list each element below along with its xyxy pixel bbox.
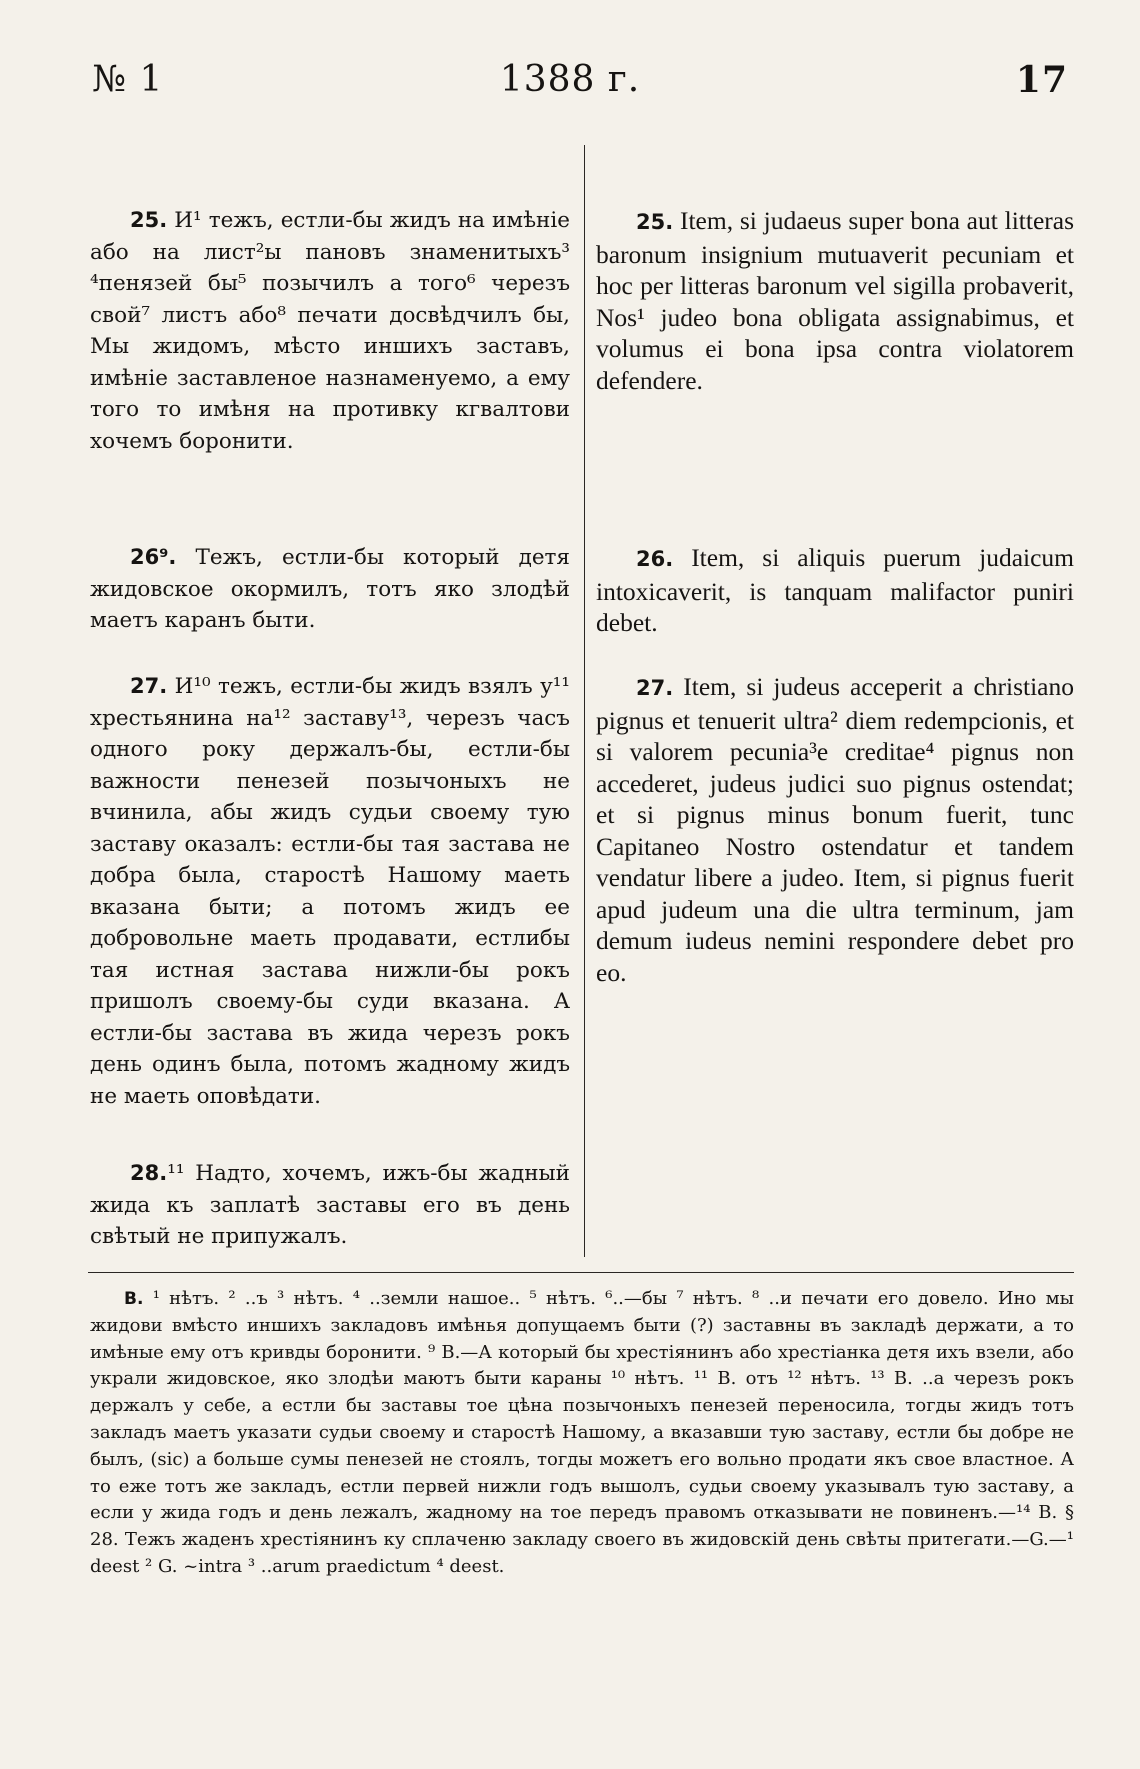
document-number: № 1: [92, 59, 164, 100]
paragraph-text: Item, si judaeus super bona aut litteras baronum insignium mutuaverit pecuniam et hoc per litteras baronum vel sigilla probaverit, Nos¹ judeo bona obligata assignabimus, et volumus ei bona ipsa contra violatorem defendere.: [596, 206, 1074, 395]
column-divider: [584, 145, 585, 1257]
footnote-rule: [88, 1272, 1074, 1273]
footnote-source-siglum: В.: [124, 1289, 144, 1309]
paragraph-number: 28.: [130, 1161, 168, 1185]
paragraph-text: Item, si judeus acceperit a christiano pignus et tenuerit ultra² diem redempcionis, et si valorem pecunia³e creditae⁴ pignus non accederet, judeus judici suo pignus ostendat; et si pignus minus bonum fuerit, tunc Capitaneo Nostro ostendatur et tandem vendatur libere a judeo. Item, si pignus fuerit apud judeum una die ultra terminum, jam demum iudeus nemini respondere debet pro eo.: [596, 672, 1074, 987]
paragraph-number: 25.: [130, 208, 168, 232]
paragraph-text: И¹⁰ тежъ, естли-бы жидъ взялъ у¹¹ хрестьянина на¹² заставу¹³, черезъ часъ одного року держалъ-бы, естли-бы важности пенезей позычоныхъ не вчинила, абы жидъ судьи своему тую заставу оказалъ: естли-бы тая застава не добра была, старостѣ Нашому маеть вказана быти; а потомъ жидъ ее добровольне маеть продавати, естлибы тая истная застава нижли-бы рокъ пришолъ своему-бы суди вказана. А естли-бы застава въ жида черезъ рокъ день одинъ была, потомъ жадному жидъ не маеть оповѣдати.: [90, 674, 570, 1109]
paragraph-26-latin: [596, 542, 1074, 639]
paragraph-text: ¹¹ Надто, хочемъ, ижъ-бы жадный жида къ заплатѣ заставы его въ день свѣтый не припужалъ.: [90, 1161, 570, 1249]
paragraph-number: 27.: [636, 676, 674, 700]
paragraph-number: 25.: [636, 210, 674, 234]
paragraph-text: И¹ тежъ, естли-бы жидъ на имѣніе або на лист²ы пановъ знаменитыхъ³ ⁴пенязей бы⁵ позычилъ а того⁶ черезъ свой⁷ листъ або⁸ печати досвѣдчилъ бы, Мы жидомъ, мѣсто иншихъ заставъ, имѣніе заставленое назнаменуемо, а ему того то имѣня на противку кгвалтови хочемъ боронити.: [90, 208, 570, 454]
page-number: 17: [1015, 59, 1068, 101]
footnotes: [90, 1286, 1074, 1581]
paragraph-25-latin: [596, 205, 1074, 396]
paragraph-28-ruthenian: [90, 1158, 570, 1253]
paragraph-27-latin: [596, 671, 1074, 988]
page-year-heading: 1388 г.: [499, 59, 641, 100]
paragraph-number: 26⁹.: [130, 545, 177, 569]
footnotes-text: ¹ нѣтъ. ² ..ъ ³ нѣтъ. ⁴ ..земли нашое.. ⁵ нѣтъ. ⁶..—бы ⁷ нѣтъ. ⁸ ..и печати его довело. Ино мы жидови вмѣсто иншихъ закладовъ имѣнья допущаемъ быти (?) заставны въ закладѣ держати, а то имѣные ему отъ кривды боронити. ⁹ В.—А который бы хрестіянинъ або хрестіанка детя ихъ взели, або украли жидовское, яко злодѣи маютъ быти караны ¹⁰ нѣтъ. ¹¹ В. отъ ¹² нѣтъ. ¹³ В. ..а черезъ рокъ держалъ у себе, а естли бы заставы тое цѣна позычоныхъ пенезей переносила, тогды жидъ тотъ закладъ маетъ указати судьи своему и старостѣ Нашому, а вказавши тую заставу, естли бы добре не былъ, (sic) а больше сумы пенезей не стоялъ, тогды можетъ его вольно продати якъ свое властное. А то еже тотъ же закладъ, естли первей нижли годъ вышолъ, судьи своему указывалъ тую заставу, а если у жида годъ и день лежалъ, жадному на тое передъ правомъ отказывати не повиненъ.—¹⁴ В. § 28. Тежъ жаденъ хрестіянинъ ку сплаченю закладу своего въ жидовскій день свѣты притегати.—G.—¹ deest ² G. ~intra ³ ..arum praedictum ⁴ deest.: [90, 1288, 1074, 1577]
paragraph-25-ruthenian: [90, 205, 570, 457]
paragraph-text: Тежъ, естли-бы который детя жидовское окормилъ, тотъ яко злодѣй маетъ каранъ быти.: [90, 545, 570, 633]
paragraph-26-ruthenian: [90, 542, 570, 637]
paragraph-number: 26.: [636, 547, 674, 571]
paragraph-number: 27.: [130, 674, 168, 698]
paragraph-27-ruthenian: [90, 671, 570, 1112]
paragraph-text: Item, si aliquis puerum judaicum intoxicaverit, is tanquam malifactor puniri debet.: [596, 543, 1074, 637]
